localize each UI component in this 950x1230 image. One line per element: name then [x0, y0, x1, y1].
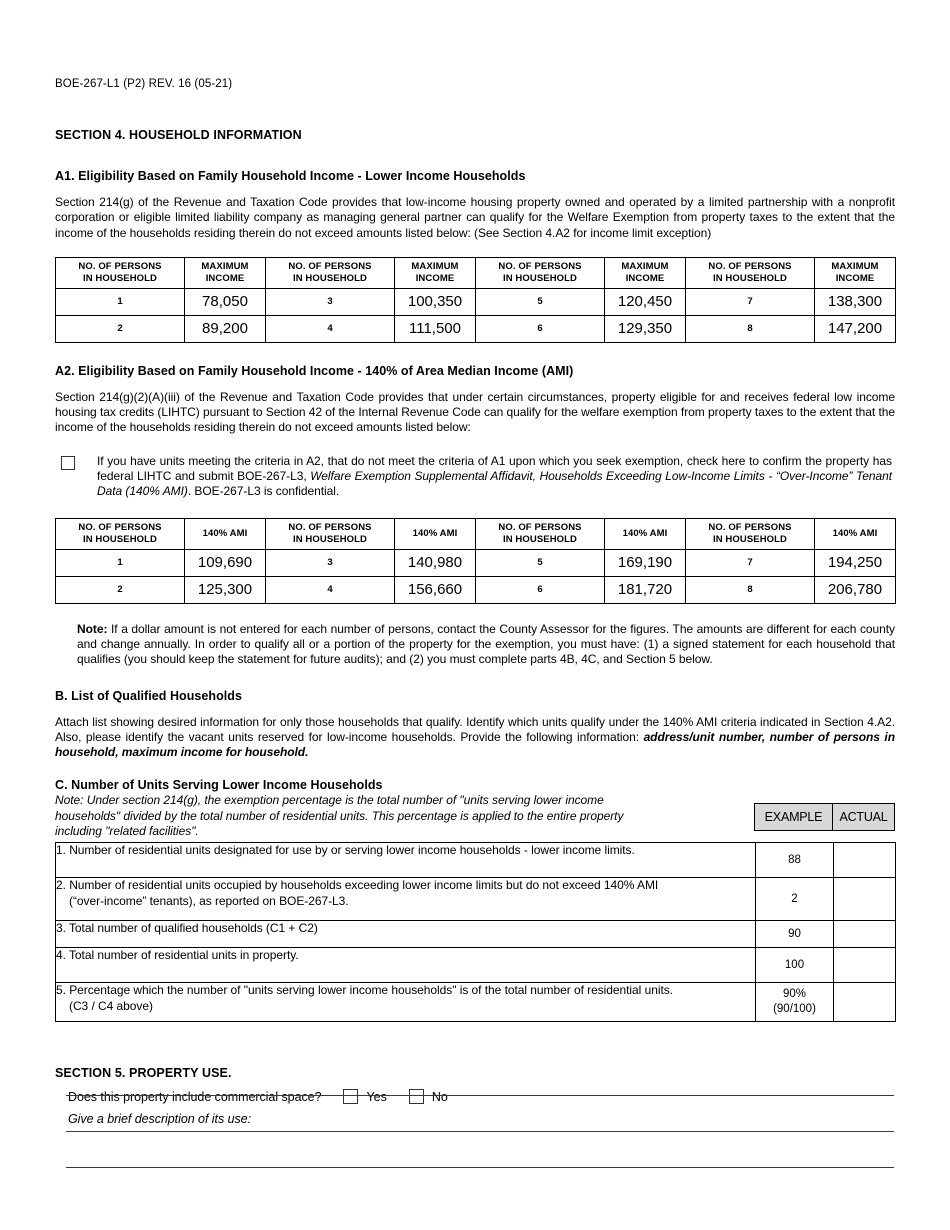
units-serving-lower-income-table [55, 842, 896, 1022]
lihtc-confirm-row[interactable] [55, 454, 895, 500]
assessor-note [77, 622, 895, 668]
subsection-c-note: Note: Under section 214(g), the exemption percentage is the total number of "units serving lower income households" divided by the total number of residential units. This percentage is applied to the entire property including "related facilities". [55, 793, 624, 839]
row-label-text: 5. Percentage which the number of "units serving lower income households" is of the total number of residential units. [56, 983, 673, 998]
hdr-line1: NO. OF PERSONS [498, 261, 582, 273]
table-header-row [56, 518, 896, 549]
row-label-indent: (“over-income” tenants), as reported on BOE-267-L3. [69, 893, 349, 908]
hdr-line1: NO. OF PERSONS [288, 261, 372, 273]
hdr-line2: IN HOUSEHOLD [292, 533, 368, 545]
b-text-bold-italic: address/unit number, number of persons in household, maximum income for household. [55, 729, 895, 760]
cell-amount: 78,050 [185, 288, 266, 315]
cell-ami: 109,690 [185, 549, 266, 576]
row-4-label [56, 948, 756, 983]
commercial-space-question: Does this property include commercial space? [68, 1089, 322, 1104]
table-row [56, 315, 896, 342]
page-content [55, 78, 895, 1126]
hdr-line2: IN HOUSEHOLD [712, 533, 788, 545]
hdr-line1: MAXIMUM [411, 261, 459, 273]
section-5 [55, 1066, 895, 1126]
row-1-example: 88 [756, 843, 834, 878]
note-label: Note: [77, 621, 108, 636]
table-row [56, 288, 896, 315]
cell-persons: 1 [56, 549, 185, 576]
cell-amount: 120,450 [605, 288, 686, 315]
row-1-label [56, 843, 756, 878]
col-persons-2 [266, 518, 395, 549]
cell-persons: 4 [266, 315, 395, 342]
subsection-b-paragraph [55, 715, 895, 761]
col-maxincome-3 [605, 257, 686, 288]
hdr-line2: INCOME [205, 272, 245, 284]
cell-ami: 156,660 [395, 576, 476, 603]
table-row [56, 549, 896, 576]
col-maxincome-4 [815, 257, 896, 288]
cell-persons: 8 [686, 576, 815, 603]
row-5-example-fraction: (90/100) [773, 1003, 816, 1016]
hdr-line2: INCOME [625, 272, 665, 284]
cell-persons: 2 [56, 315, 185, 342]
col-persons-1 [56, 257, 185, 288]
col-maxincome-1 [185, 257, 266, 288]
section-4-title: SECTION 4. HOUSEHOLD INFORMATION [55, 128, 302, 142]
cell-amount: 138,300 [815, 288, 896, 315]
row-2-example: 2 [756, 878, 834, 921]
cell-amount: 129,350 [605, 315, 686, 342]
description-line-3[interactable] [66, 1167, 894, 1168]
row-label-text: 4. Total number of residential units in property. [56, 948, 299, 963]
lihtc-text-part1: If you have units meeting the criteria in A2, that do not meet the criteria of A1 upon which you seek exemption, check here to confirm the property has federal LIHTC and submit BOE-267-L3, [97, 453, 892, 484]
table-row [56, 843, 896, 878]
checkbox-commercial-yes[interactable] [343, 1089, 358, 1104]
hdr-line2: IN HOUSEHOLD [292, 272, 368, 284]
subsection-b-heading: B. List of Qualified Households [55, 688, 242, 703]
hdr-line2: IN HOUSEHOLD [502, 272, 578, 284]
table-row [56, 576, 896, 603]
hdr-line1: NO. OF PERSONS [78, 522, 162, 534]
row-2-actual-input[interactable] [834, 878, 896, 921]
row-5-example [756, 983, 834, 1022]
cell-amount: 89,200 [185, 315, 266, 342]
description-line-2[interactable] [66, 1131, 894, 1132]
cell-persons: 6 [476, 315, 605, 342]
col-ami-1: 140% AMI [185, 518, 266, 549]
cell-persons: 4 [266, 576, 395, 603]
row-3-actual-input[interactable] [834, 921, 896, 948]
lihtc-text-italic: Welfare Exemption Supplemental Affidavit, Households Exceeding Low-Income Limits - “Over-Income” Tenant Data (140% AMI) [97, 469, 892, 499]
cell-persons: 5 [476, 549, 605, 576]
subsection-c-wrapper [55, 778, 895, 839]
commercial-space-question-row [68, 1089, 895, 1104]
cell-persons: 2 [56, 576, 185, 603]
table-row [56, 983, 896, 1022]
hdr-line2: INCOME [415, 272, 455, 284]
b-text-part1: Attach list showing desired information for only those households that qualify. Identify which units qualify under the 140% AMI criteria indicated in Section 4.A2. Also, please identify the vacant units reserved for low-income households. Provide the following information: [55, 714, 895, 744]
row-5-label [56, 983, 756, 1022]
col-persons-2 [266, 257, 395, 288]
col-persons-1 [56, 518, 185, 549]
cell-persons: 6 [476, 576, 605, 603]
hdr-line1: MAXIMUM [201, 261, 249, 273]
row-3-label [56, 921, 756, 948]
checkbox-commercial-no[interactable] [409, 1089, 424, 1104]
col-maxincome-2 [395, 257, 476, 288]
hdr-line1: NO. OF PERSONS [708, 261, 792, 273]
label-no: No [431, 1089, 448, 1104]
cell-amount: 100,350 [395, 288, 476, 315]
cell-persons: 7 [686, 549, 815, 576]
subsection-a1-heading: A1. Eligibility Based on Family Household Income - Lower Income Households [55, 169, 526, 183]
subsection-a1-paragraph: Section 214(g) of the Revenue and Taxation Code provides that low-income housing property owned and operated by a limited partnership with a nonprofit corporation or eligible limited liability company as managing general partner can qualify for the Welfare Exemption from property taxes to the extent that the income of the households residing therein do not exceed amounts listed below: (See Section 4.A2 for income limit exception) [55, 195, 895, 240]
table-header-row [755, 804, 895, 831]
col-ami-3: 140% AMI [605, 518, 686, 549]
ami-limits-table [55, 518, 896, 604]
col-persons-4 [686, 257, 815, 288]
subsection-a2-heading: A2. Eligibility Based on Family Household Income - 140% of Area Median Income (AMI) [55, 363, 574, 378]
hdr-line1: MAXIMUM [621, 261, 669, 273]
hdr-line2: IN HOUSEHOLD [82, 272, 158, 284]
description-line-1[interactable] [66, 1095, 894, 1096]
hdr-line2: INCOME [835, 272, 875, 284]
row-label-text: 1. Number of residential units designated for use by or serving lower income households - lower income limits. [56, 843, 635, 858]
section-5-title: SECTION 5. PROPERTY USE. [55, 1066, 232, 1081]
hdr-line1: NO. OF PERSONS [498, 522, 582, 534]
col-ami-2: 140% AMI [395, 518, 476, 549]
row-3-example: 90 [756, 921, 834, 948]
table-row [56, 878, 896, 921]
col-persons-3 [476, 518, 605, 549]
cell-persons: 8 [686, 315, 815, 342]
row-5-actual-input[interactable] [834, 983, 896, 1022]
cell-amount: 111,500 [395, 315, 476, 342]
cell-ami: 169,190 [605, 549, 686, 576]
row-4-actual-input[interactable] [834, 948, 896, 983]
form-identifier: BOE-267-L1 (P2) REV. 16 (05-21) [55, 78, 233, 90]
row-5-example-pct: 90% [782, 988, 807, 1001]
col-actual-header: ACTUAL [833, 804, 895, 831]
cell-ami: 181,720 [605, 576, 686, 603]
cell-ami: 125,300 [185, 576, 266, 603]
hdr-line2: IN HOUSEHOLD [82, 533, 158, 545]
cell-persons: 5 [476, 288, 605, 315]
row-4-example: 100 [756, 948, 834, 983]
col-persons-3 [476, 257, 605, 288]
subsection-c-heading: C. Number of Units Serving Lower Income Households [55, 778, 383, 793]
hdr-line1: NO. OF PERSONS [288, 522, 372, 534]
cell-amount: 147,200 [815, 315, 896, 342]
cell-ami: 206,780 [815, 576, 896, 603]
lihtc-text-part2: . BOE-267-L3 is confidential. [187, 484, 340, 499]
cell-persons: 1 [56, 288, 185, 315]
note-text: If a dollar amount is not entered for each number of persons, contact the County Assessor for the figures. The amounts are different for each county and change annually. In order to qualify all or a portion of the property for the exemption, you must have: (1) a signed statement for each household that qualifies (you should keep the statement for future audits); and (2) you must complete parts 4B, 4C, and Section 5 below. [77, 621, 895, 667]
cell-persons: 7 [686, 288, 815, 315]
units-table-header [754, 803, 895, 831]
table-row [56, 921, 896, 948]
row-1-actual-input[interactable] [834, 843, 896, 878]
col-example-header: EXAMPLE [755, 804, 833, 831]
col-persons-4 [686, 518, 815, 549]
hdr-line2: IN HOUSEHOLD [502, 533, 578, 545]
lower-income-limits-table [55, 257, 896, 343]
row-label-indent: (C3 / C4 above) [69, 998, 153, 1013]
row-label-text: 2. Number of residential units occupied by households exceeding lower income limits but do not exceed 140% AMI [56, 878, 659, 893]
subsection-a2-paragraph: Section 214(g)(2)(A)(iii) of the Revenue and Taxation Code provides that under certain circumstances, property eligible for and receives federal low income housing tax credits (LIHTC) pursuant to Section 42 of the Internal Revenue Code can qualify for the welfare exemption from property taxes to the extent that the income of the households residing therein do not exceed amounts listed below: [55, 389, 895, 435]
hdr-line2: IN HOUSEHOLD [712, 272, 788, 284]
cell-ami: 194,250 [815, 549, 896, 576]
checkbox-lihtc-confirm[interactable] [61, 456, 75, 470]
description-prompt: Give a brief description of its use: [68, 1112, 252, 1127]
lihtc-confirm-text [97, 454, 892, 500]
hdr-line1: NO. OF PERSONS [78, 261, 162, 273]
cell-persons: 3 [266, 549, 395, 576]
row-label-text: 3. Total number of qualified households (C1 + C2) [56, 921, 318, 936]
cell-persons: 3 [266, 288, 395, 315]
table-row [56, 948, 896, 983]
col-ami-4: 140% AMI [815, 518, 896, 549]
table-header-row [56, 257, 896, 288]
hdr-line1: NO. OF PERSONS [708, 522, 792, 534]
hdr-line1: MAXIMUM [831, 261, 879, 273]
cell-ami: 140,980 [395, 549, 476, 576]
label-yes: Yes [366, 1089, 387, 1104]
row-2-label [56, 878, 756, 921]
